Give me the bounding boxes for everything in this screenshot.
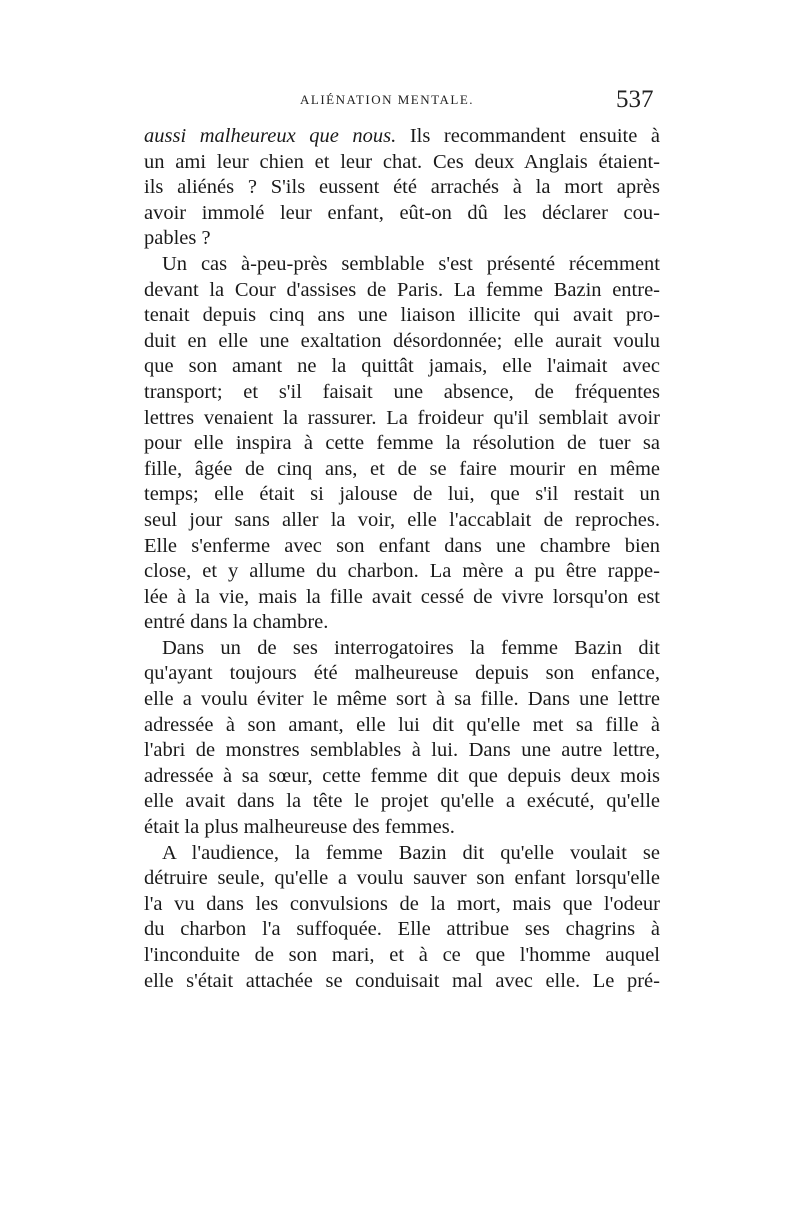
text-line: temps; elle était si jalouse de lui, que s'il restait un	[144, 483, 660, 506]
text-line: elle s'était attachée se conduisait mal avec elle. Le pré-	[144, 969, 660, 992]
text-line: était la plus malheureuse des femmes.	[144, 816, 455, 839]
text-line: ils aliénés ? S'ils eussent été arrachés à la mort après	[144, 176, 660, 199]
text-line: que son amant ne la quittât jamais, elle l'aimait avec	[144, 355, 660, 378]
text-line: lée à la vie, mais la fille avait cessé de vivre lorsqu'on est	[144, 585, 660, 608]
text-line: close, et y allume du charbon. La mère a pu être rappe-	[144, 560, 660, 583]
text-line: l'abri de monstres semblables à lui. Dans une autre lettre,	[144, 739, 660, 762]
text-line: pables ?	[144, 227, 211, 250]
paragraph-start-line: Un cas à-peu-près semblable s'est présenté récemment	[162, 252, 660, 275]
text-line: pour elle inspira à cette femme la résolution de tuer sa	[144, 432, 660, 455]
text-line: tenait depuis cinq ans une liaison illicite qui avait pro-	[144, 304, 660, 327]
text-line: avoir immolé leur enfant, eût-on dû les déclarer cou-	[144, 201, 660, 224]
text-line-rest: Ils recommandent ensuite à	[396, 125, 660, 147]
text-line: adressée à son amant, elle lui dit qu'elle met sa fille à	[144, 713, 660, 736]
text-line: devant la Cour d'assises de Paris. La femme Bazin entre-	[144, 278, 660, 301]
text-line	[144, 124, 660, 150]
text-line: l'a vu dans les convulsions de la mort, mais que l'odeur	[144, 892, 660, 915]
text-line: elle a voulu éviter le même sort à sa fille. Dans une lettre	[144, 688, 660, 711]
text-line: fille, âgée de cinq ans, et de se faire mourir en même	[144, 457, 660, 480]
text-line: du charbon l'a suffoquée. Elle attribue ses chagrins à	[144, 918, 660, 941]
text-line: l'inconduite de son mari, et à ce que l'homme auquel	[144, 944, 660, 966]
text-line: un ami leur chien et leur chat. Ces deux Anglais étaient-	[144, 150, 660, 173]
text-line: seul jour sans aller la voir, elle l'accablait de reproches.	[144, 508, 660, 531]
text-line: elle avait dans la tête le projet qu'elle a exécuté, qu'elle	[144, 790, 660, 813]
italic-phrase: aussi malheureux que nous.	[144, 125, 397, 147]
body-text	[144, 124, 660, 994]
running-head: ALIÉNATION MENTALE.	[300, 92, 475, 107]
paragraph-start-line: A l'audience, la femme Bazin dit qu'elle voulait se	[162, 841, 660, 864]
page-number: 537	[616, 86, 654, 113]
text-line: entré dans la chambre.	[144, 611, 329, 634]
text-line: lettres venaient la rassurer. La froideur qu'il semblait avoir	[144, 406, 660, 429]
text-line: adressée à sa sœur, cette femme dit que depuis deux mois	[144, 764, 660, 787]
text-line: transport; et s'il faisait une absence, de fréquentes	[144, 380, 660, 403]
text-line: duit en elle une exaltation désordonnée; elle aurait voulu	[144, 329, 660, 352]
paragraph-start-line: Dans un de ses interrogatoires la femme Bazin dit	[162, 636, 660, 659]
text-line: qu'ayant toujours été malheureuse depuis son enfance,	[144, 662, 660, 685]
text-line: détruire seule, qu'elle a voulu sauver son enfant lorsqu'elle	[144, 867, 660, 890]
text-line: Elle s'enferme avec son enfant dans une chambre bien	[144, 534, 660, 557]
